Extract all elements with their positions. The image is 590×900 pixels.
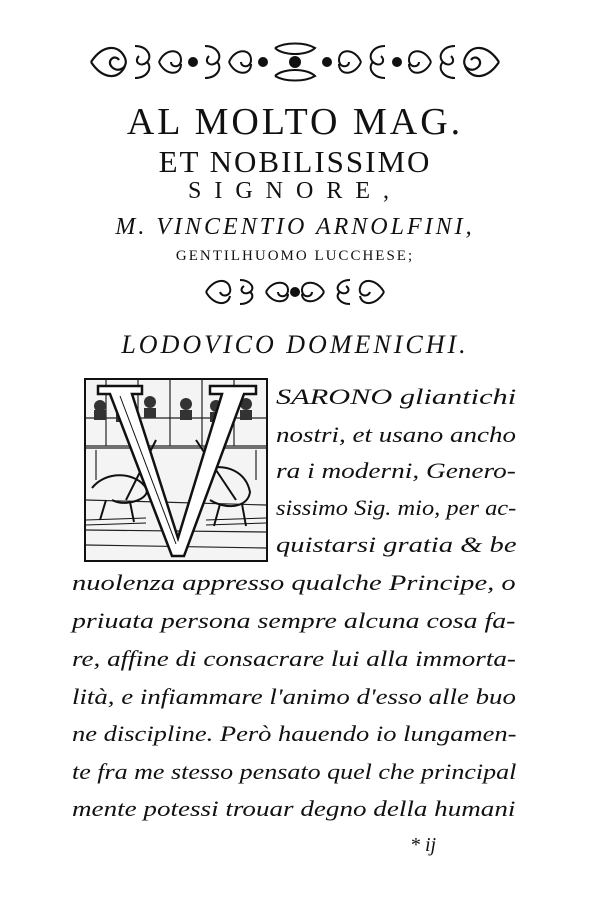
text-line: priuata persona sempre alcuna cosa fa- <box>72 608 516 633</box>
text-line: nostri, et usano ancho <box>276 422 516 447</box>
heading-line-3: SIGNORE, <box>187 178 402 204</box>
middle-ornament-band <box>200 272 390 312</box>
heading-line-2: ET NOBILISSIMO <box>158 144 432 179</box>
heading-line-1: AL MOLTO MAG. <box>126 101 464 143</box>
text-line: sissimo Sig. mio, per ac- <box>276 495 517 520</box>
text-line: mente potessi trouar degno della humani <box>72 796 516 821</box>
text-line: nuolenza appresso qualche Principe, o <box>72 570 516 595</box>
dedicatee-title: GENTILHUOMO LUCCHESE; <box>175 248 415 264</box>
dedicatee-name: M. VINCENTIO ARNOLFINI, <box>115 214 475 240</box>
author-name: LODOVICO DOMENICHI. <box>121 330 469 359</box>
signature-mark: * ij <box>410 834 437 856</box>
text-line: ra i moderni, Genero- <box>276 458 516 483</box>
text-line: re, affine di consacrare lui alla immorta- <box>72 646 516 671</box>
text-line: te fra me stesso pensato quel che principal <box>72 759 517 784</box>
text-line: lità, e infiammare l'animo d'esso alle buo <box>72 684 516 709</box>
text-line: ne discipline. Però hauendo io lungamen- <box>72 721 517 746</box>
text-line: quistarsi gratia & be <box>276 532 517 557</box>
top-ornament-band <box>85 38 505 86</box>
text-line: SARONO gliantichi <box>276 384 517 409</box>
historiated-initial-v <box>84 378 268 562</box>
